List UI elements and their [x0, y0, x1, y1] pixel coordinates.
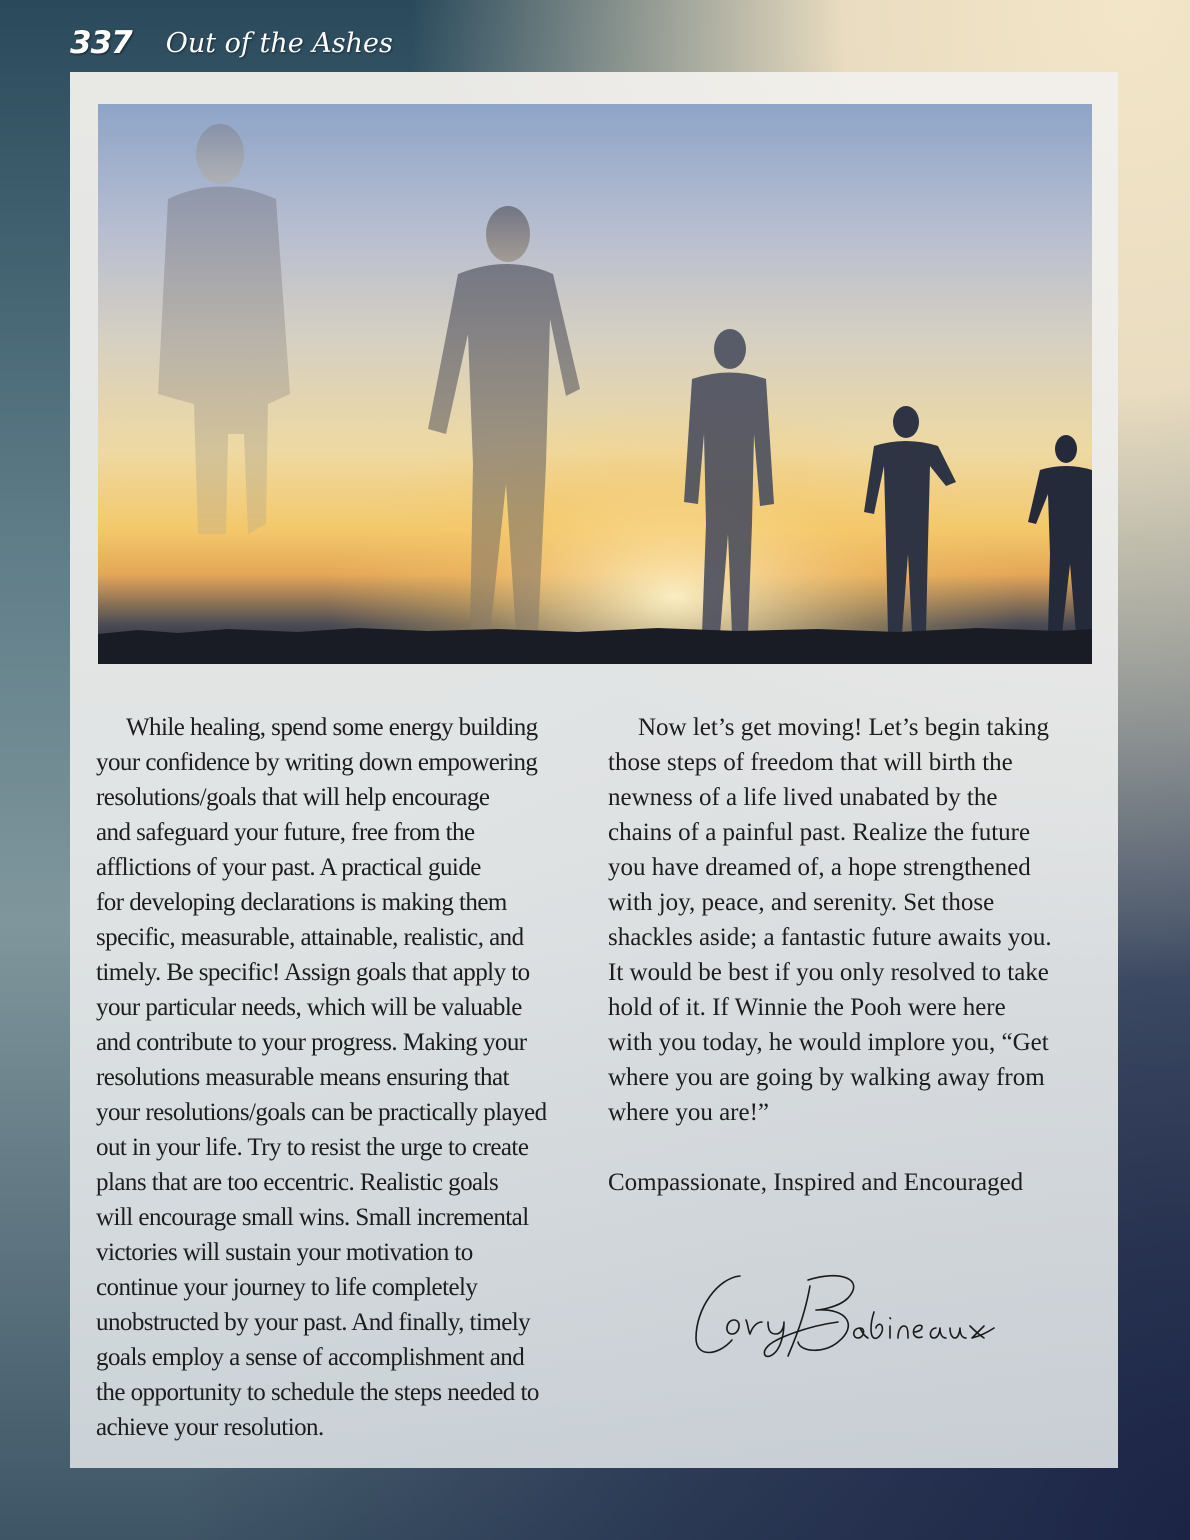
text-line: plans that are too eccentric. Realistic goals: [96, 1169, 499, 1196]
text-line: for developing declarations is making them: [96, 889, 507, 916]
walkers-silhouette-illustration: [98, 104, 1092, 664]
text-line: resolutions/goals that will help encourage: [96, 784, 490, 811]
text-line: where you are!”: [608, 1099, 770, 1126]
text-line: chains of a painful past. Realize the future: [608, 819, 1031, 846]
content-panel: [70, 72, 1118, 1468]
text-line: goals employ a sense of accomplishment and: [96, 1344, 525, 1371]
text-line: continue your journey to life completely: [96, 1274, 478, 1301]
text-line: your resolutions/goals can be practically played: [96, 1099, 547, 1126]
text-line: It would be best if you only resolved to take: [608, 959, 1049, 986]
text-line: with joy, peace, and serenity. Set those: [608, 889, 995, 916]
text-line: afflictions of your past. A practical guide: [96, 854, 481, 881]
text-line: resolutions measurable means ensuring that: [96, 1064, 509, 1091]
text-line: with you today, he would implore you, “Get: [608, 1029, 1049, 1056]
text-line: timely. Be specific! Assign goals that apply to: [96, 959, 530, 986]
text-line: and contribute to your progress. Making your: [96, 1029, 527, 1056]
sign-off: Compassionate, Inspired and Encouraged: [608, 1169, 1024, 1196]
text-line: and safeguard your future, free from the: [96, 819, 475, 846]
text-line: your particular needs, which will be valuable: [96, 994, 522, 1021]
text-line: newness of a life lived unabated by the: [608, 784, 998, 811]
right-column-text: [608, 710, 1108, 1200]
running-title: Out of the Ashes: [165, 27, 393, 59]
text-line: where you are going by walking away from: [608, 1064, 1045, 1091]
text-line: shackles aside; a fantastic future awaits you.: [608, 924, 1052, 951]
handwritten-signature: [688, 1268, 1008, 1368]
text-line: While healing, spend some energy building: [126, 714, 538, 741]
text-line: hold of it. If Winnie the Pooh were here: [608, 994, 1006, 1021]
text-line: will encourage small wins. Small incremental: [96, 1204, 529, 1231]
text-line: unobstructed by your past. And finally, timely: [96, 1309, 531, 1336]
page-header: [70, 18, 393, 68]
sunset-walkers-photo: [98, 104, 1092, 664]
text-line: achieve your resolution.: [96, 1414, 324, 1441]
left-column-text: [96, 710, 596, 1445]
text-line: Now let’s get moving! Let’s begin taking: [638, 714, 1050, 741]
text-line: specific, measurable, attainable, realistic, and: [96, 924, 524, 951]
text-line: you have dreamed of, a hope strengthened: [608, 854, 1031, 881]
text-line: out in your life. Try to resist the urge to create: [96, 1134, 529, 1161]
page-number: 337: [70, 25, 132, 61]
text-line: victories will sustain your motivation to: [96, 1239, 473, 1266]
text-line: those steps of freedom that will birth the: [608, 749, 1013, 776]
text-line: your confidence by writing down empowering: [96, 749, 538, 776]
text-line: the opportunity to schedule the steps needed to: [96, 1379, 539, 1406]
